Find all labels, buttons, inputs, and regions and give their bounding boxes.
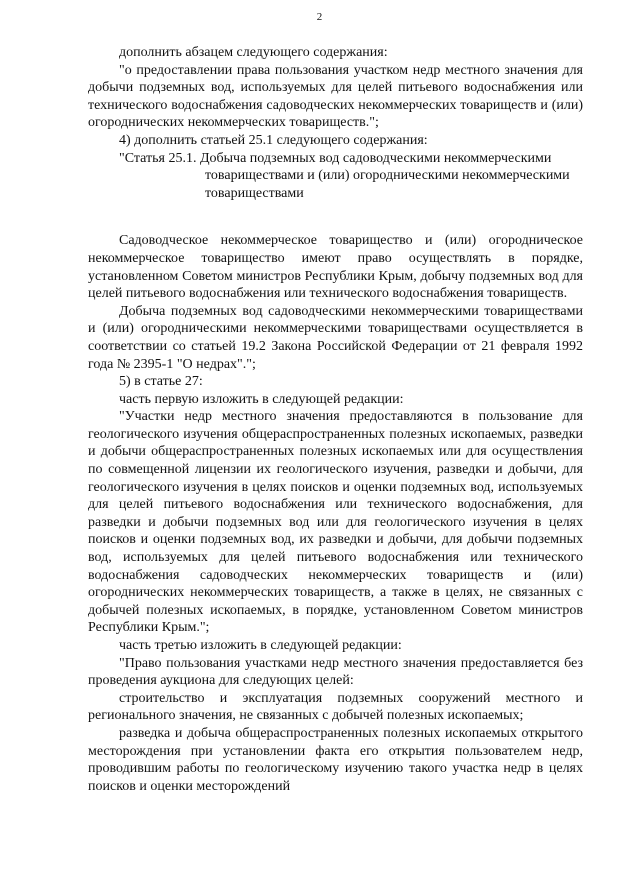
paragraph-part-three-intro: часть третью изложить в следующей редакции:: [119, 638, 402, 653]
spacer: [88, 202, 583, 232]
paragraph-part-three-text: "Право пользования участками недр местного значения предоставляется без проведения аукциона для следующих целей:: [88, 655, 583, 689]
paragraph-item-4: 4) дополнить статьей 25.1 следующего содержания:: [119, 132, 428, 148]
paragraph-quoted-addition: "о предоставлении права пользования участком недр местного значения для добычи подземных вод, используемых для целей питьевого водоснабжения или технического водоснабжения садоводческих некоммерческих товариществ и (или) огороднических некоммерческих товариществ.";: [88, 62, 583, 131]
paragraph-part-one-text: "Участки недр местного значения предоставляются в пользование для геологического изучения общераспространенных полезных ископаемых, разведки и добычи общераспространенных полезных ископаемых или для осуществления по совмещенной лицензии их геологического изучения, разведки и добычи, для геологического изучения в целях поисков и оценки подземных вод, используемых для целей питьевого водоснабжения или технического водоснабжения, для разведки и добычи подземных вод или для геологического изучения в целях поисков и оценки подземных вод, их разведки и добычи, для добычи подземных вод, используемых для целей питьевого водоснабжения или технического водоснабжения садоводческих некоммерческих товариществ и (или) огороднических некоммерческих товариществ, а также в целях, не связанных с добычей полезных ископаемых, в порядке, установленном Советом министров Республики Крым.";: [88, 409, 583, 636]
page-number: 2: [316, 11, 323, 23]
paragraph-amend-intro: дополнить абзацем следующего содержания:: [119, 45, 388, 60]
paragraph-item-5: 5) в статье 27:: [119, 374, 203, 390]
paragraph-purpose-construction: строительство и эксплуатация подземных сооружений местного и регионального значения, не связанных с добычей полезных ископаемых;: [88, 690, 583, 724]
paragraph-article-text-2: Добыча подземных вод садоводческими некоммерческими товариществами и (или) огородническими некоммерческими товариществами осуществляется в соответствии со статьей 19.2 Закона Российской Федерации от 21 февраля 1992 года № 2395-1 "О недрах".";: [88, 303, 583, 372]
paragraph-article-text-1: Садоводческое некоммерческое товарищество и (или) огородническое некоммерческое товарищество имеют право осуществлять в порядке, установленном Советом министров Республики Крым, добычу подземных вод для целей питьевого водоснабжения или технического водоснабжения товариществ.: [88, 233, 583, 302]
paragraph-part-one-intro: часть первую изложить в следующей редакции:: [119, 391, 404, 407]
paragraph-purpose-exploration: разведка и добыча общераспространенных полезных ископаемых открытого месторождения при установлении факта его открытия пользователем недр, проводившим работы по геологическому изучению такого участка недр в целях поисков и оценки месторождений: [88, 725, 583, 794]
article-heading: "Статья 25.1. Добыча подземных вод садоводческими некоммерческими товариществами и (или) огородническими некоммерческими товариществами: [119, 150, 570, 201]
document-body: [88, 44, 583, 795]
